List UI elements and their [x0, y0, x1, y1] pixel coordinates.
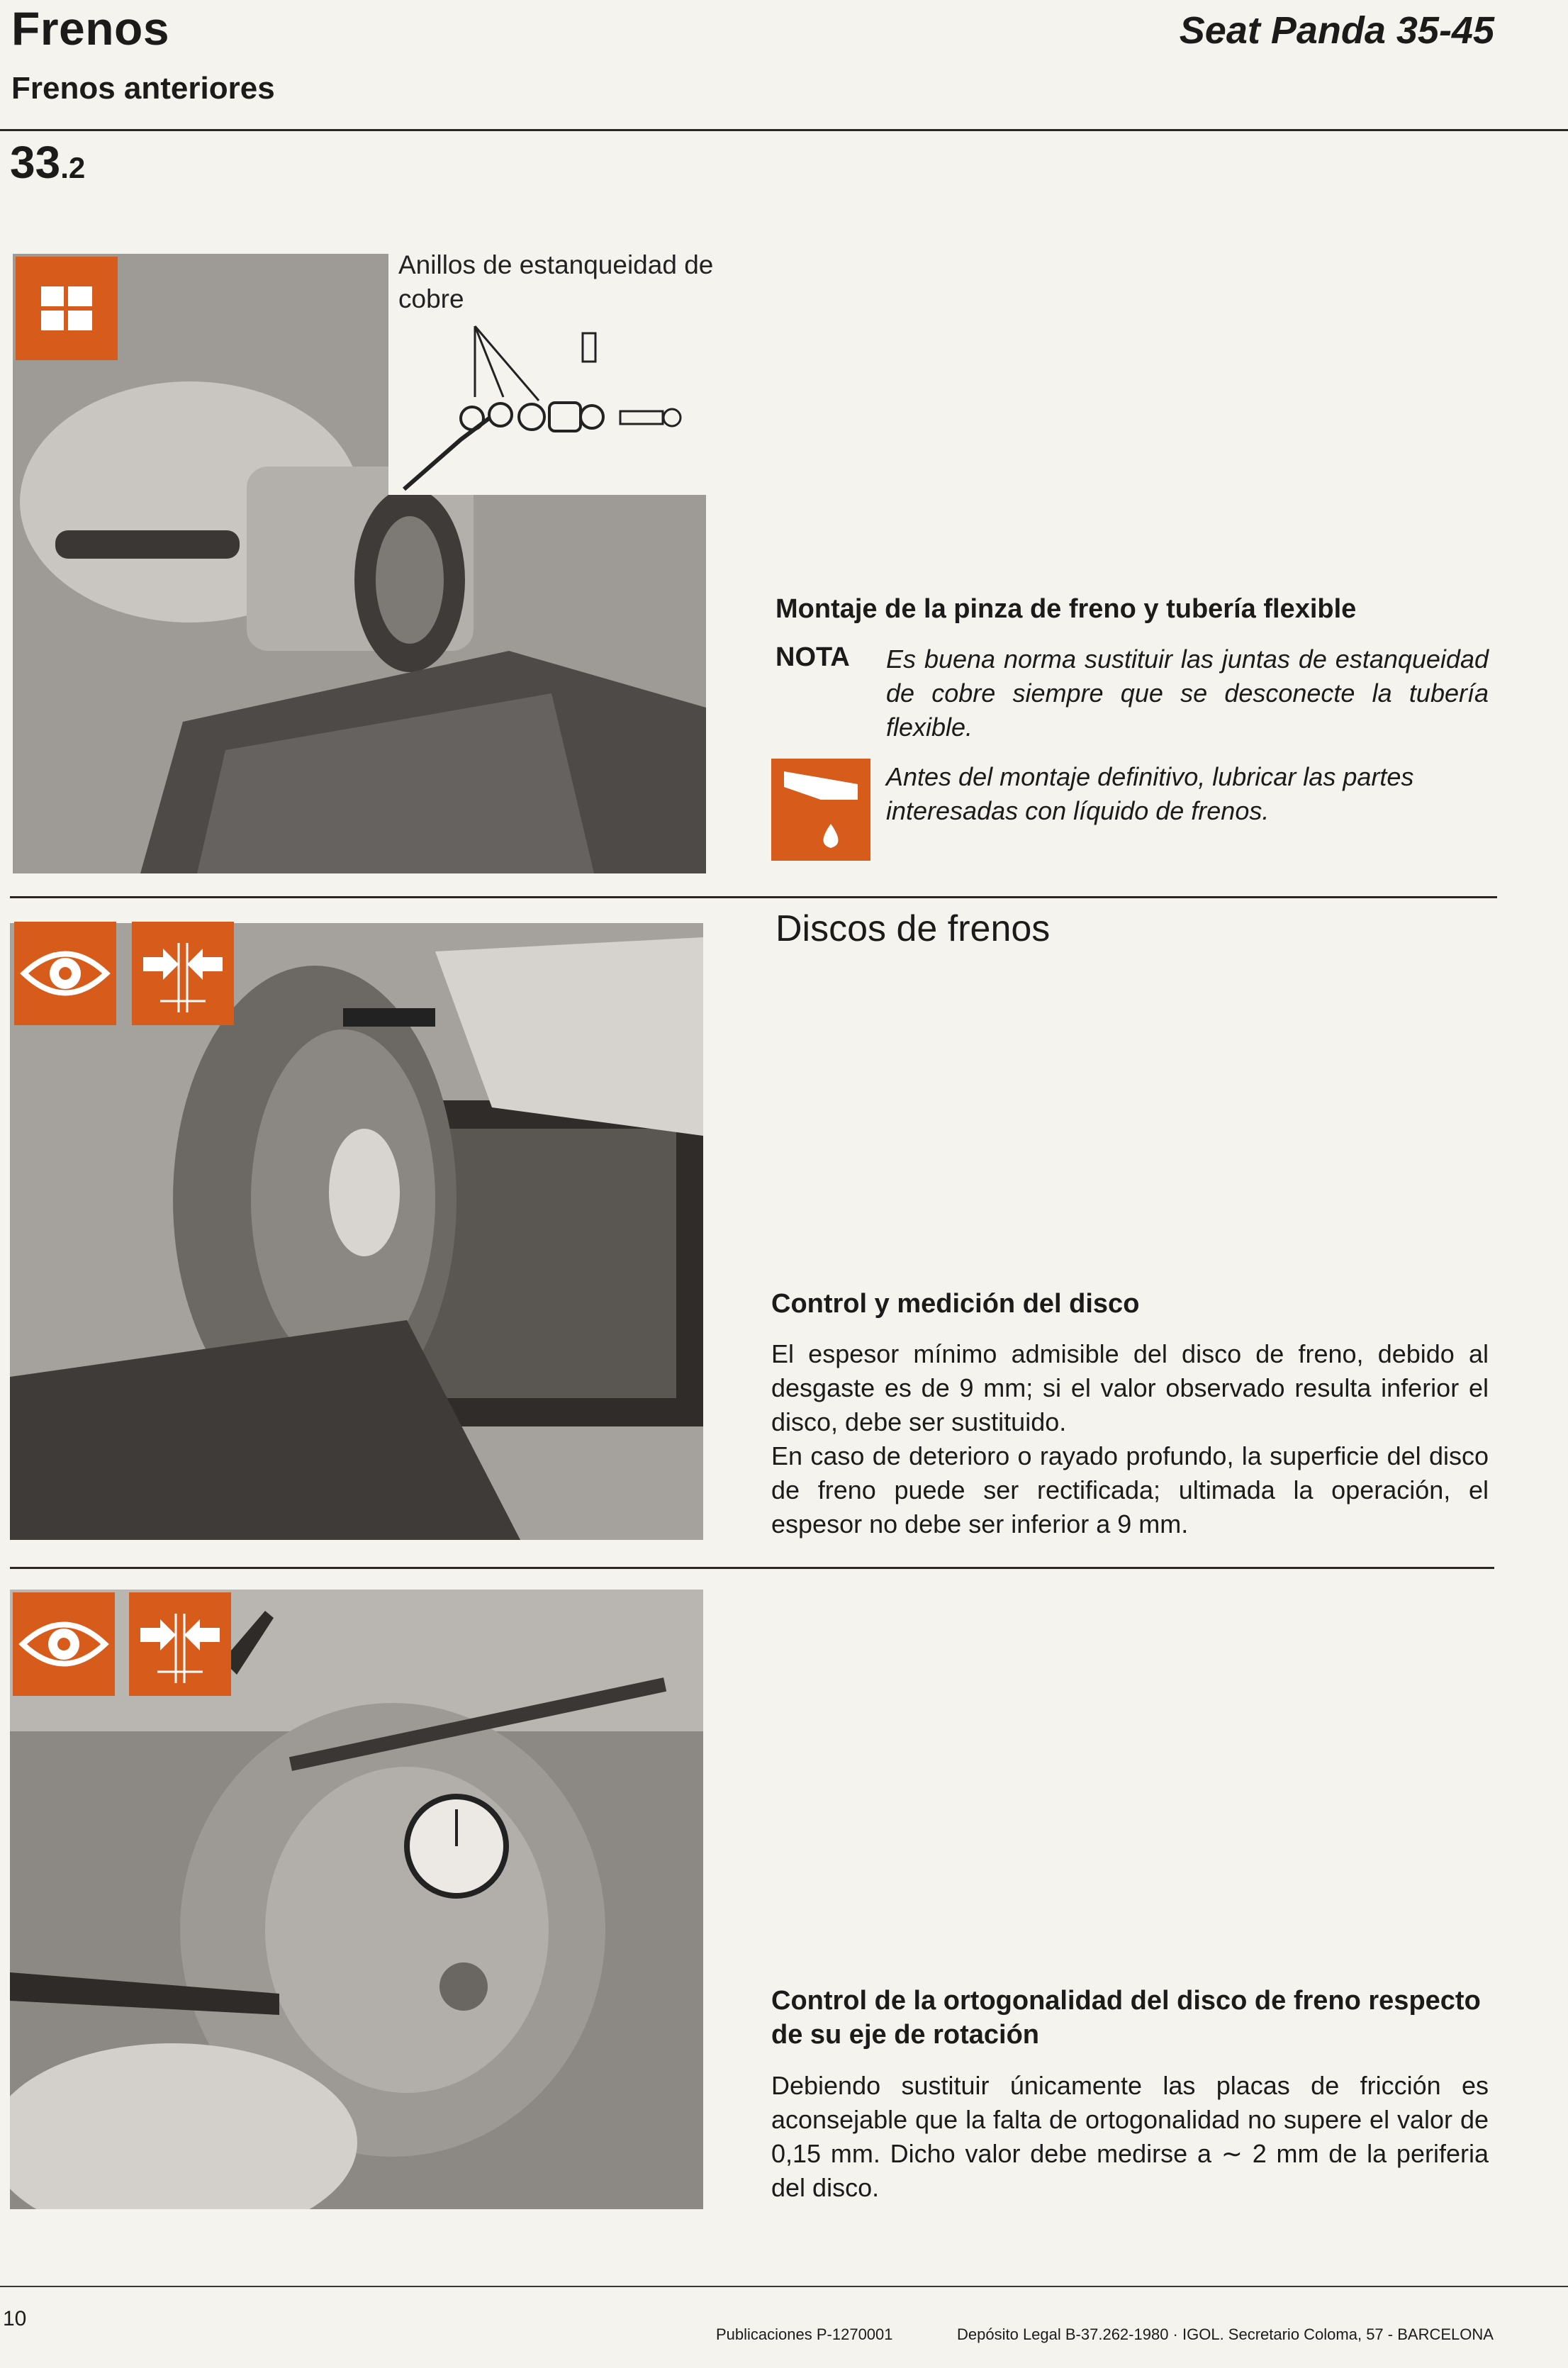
- warning-text: Antes del montaje definitivo, lubricar las partes interesadas con líquido de frenos.: [886, 762, 1414, 825]
- block2-paragraph1: El espesor mínimo admisible del disco de freno, debido al desgaste es de 9 mm; si el valor observado resulta inferior el disco, debe ser sustituido.: [771, 1339, 1489, 1436]
- page-subtitle: Frenos anteriores: [11, 71, 275, 106]
- divider-2: [10, 1567, 1494, 1569]
- workshop-icon: [16, 257, 118, 360]
- block3-heading: Control de la ortogonalidad del disco de freno respecto de su eje de rotación: [771, 1986, 1481, 2050]
- publication-code: Publicaciones P-1270001: [716, 2325, 893, 2343]
- measure-thickness-icon: [132, 922, 234, 1025]
- note-text: Es buena norma sustituir las juntas de estanqueidad de cobre siempre que se desconecte la tubería flexible.: [886, 644, 1489, 742]
- divider-1: [10, 896, 1497, 898]
- brand-title: Seat Panda 35-45: [1179, 9, 1494, 52]
- legal-notice: Depósito Legal B-37.262-1980 · IGOL. Secretario Coloma, 57 - BARCELONA: [957, 2325, 1494, 2343]
- seal-rings-diagram: [397, 312, 716, 496]
- footer-rule: [0, 2286, 1568, 2287]
- block1-heading: Montaje de la pinza de freno y tubería flexible: [775, 594, 1357, 624]
- callout-label: Anillos de estanqueidad de cobre: [396, 248, 717, 316]
- section-number: 33.2: [10, 137, 86, 188]
- brake-fluid-icon: [771, 759, 870, 861]
- page-number: 10: [3, 2307, 27, 2330]
- header-rule: [0, 129, 1568, 131]
- note-label: NOTA: [775, 642, 850, 672]
- page-title: Frenos: [11, 2, 170, 55]
- measure-thickness-icon: [129, 1592, 231, 1696]
- eye-icon: [13, 1592, 115, 1696]
- eye-icon: [14, 922, 116, 1025]
- block3-paragraph: Debiendo sustituir únicamente las placas de fricción es aconsejable que la falta de ortogonalidad no supere el valor de 0,15 mm. Dicho valor debe medirse a ∼ 2 mm de la periferia del disco.: [771, 2071, 1489, 2202]
- block2-heading: Control y medición del disco: [771, 1289, 1140, 1319]
- disc-section-heading: Discos de frenos: [775, 908, 1051, 949]
- block2-paragraph2: En caso de deterioro o rayado profundo, la superficie del disco de freno puede ser rectificada; ultimada la operación, el espesor no debe ser inferior a 9 mm.: [771, 1441, 1489, 1538]
